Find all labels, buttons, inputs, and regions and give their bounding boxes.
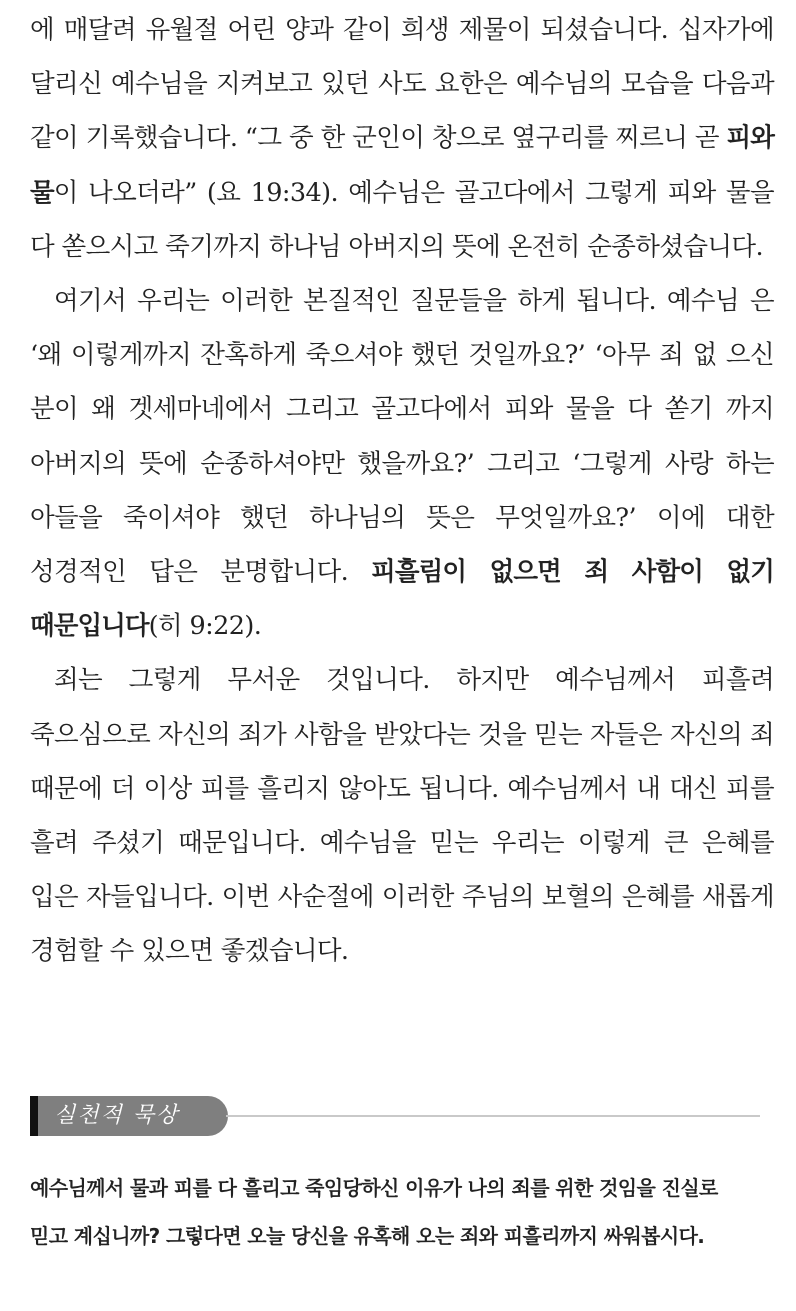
paragraph-1 — [30, 3, 774, 274]
meditation-text — [30, 1165, 760, 1260]
meditation-highlight: 나의 죄 — [467, 1176, 531, 1200]
paragraph-2 — [30, 274, 774, 653]
section-header — [30, 1094, 760, 1138]
meditation-text-a: 예수님께서 물과 피를 다 흘리고 죽임당하신 이유가 — [30, 1176, 468, 1200]
paragraph-2-text-a: 여기서 우리는 이러한 본질적인 질문들을 하게 됩니다. 예수님 은 ‘왜 이렇게까지 잔혹하게 죽으셔야 했던 것일까요?’ ‘아무 죄 없 으신 분이 왜 겟세마네에서 그리고 골고다에서 피와 물을 다 쏟기 까지 아버지의 뜻에 순종하셔야만 했을까요?’ 그리고 ‘그렇게 사랑 하는 아들을 죽이셔야 했던 하나님의 뜻은 무엇일까요?’ 이에 대한 성경적인 답은 분명합니다. — [30, 286, 774, 588]
paragraph-2-bold: 피흘림이 없으면 죄 사함이 없기 때문입니다 — [30, 557, 774, 642]
paragraph-1-text-a: 에 매달려 유월절 어린 양과 같이 희생 제물이 되셨습니다. 십자가에 달리신 예수님을 지켜보고 있던 사도 요한은 예수님의 모습을 다음과 같이 기록했습니다. “그 중 한 군인이 창으로 옆구리를 찌르니 곧 — [30, 15, 774, 154]
paragraph-3 — [30, 653, 774, 978]
section-header-bar — [30, 1096, 38, 1136]
paragraph-1-bold: 피와 물 — [30, 123, 774, 208]
body-text — [30, 3, 774, 979]
paragraph-1-text-b: 이 나오더라” (요 19:34). 예수님은 골고다에서 그렇게 피와 물을 다 쏟으시고 죽기까지 하나님 아버지의 뜻에 온전히 순종하셨습니다. — [30, 177, 774, 262]
section-divider — [226, 1115, 760, 1117]
paragraph-3-text: 죄는 그렇게 무서운 것입니다. 하지만 예수님께서 피흘려 죽으심으로 자신의 죄가 사함을 받았다는 것을 믿는 자들은 자신의 죄 때문에 더 이상 피를 흘리지 않아도 됩니다. 예수님께서 내 대신 피를 흘려 주셨기 때문입니다. 예수님을 믿는 우리는 이렇게 큰 은혜를 입은 자들입니다. 이번 사순절에 이러한 주님의 보혈의 은혜를 새롭게 경험할 수 있으면 좋겠습니다. — [30, 665, 774, 967]
section-title: 실천적 묵상 — [38, 1096, 228, 1136]
meditation-text-b: 를 위한 것임을 진실로 믿고 계십니까? 그렇다면 오늘 당신을 유혹해 오는 죄와 피흘리까지 싸워봅시다. — [30, 1176, 718, 1248]
paragraph-2-text-b: (히 9:22). — [148, 611, 262, 642]
